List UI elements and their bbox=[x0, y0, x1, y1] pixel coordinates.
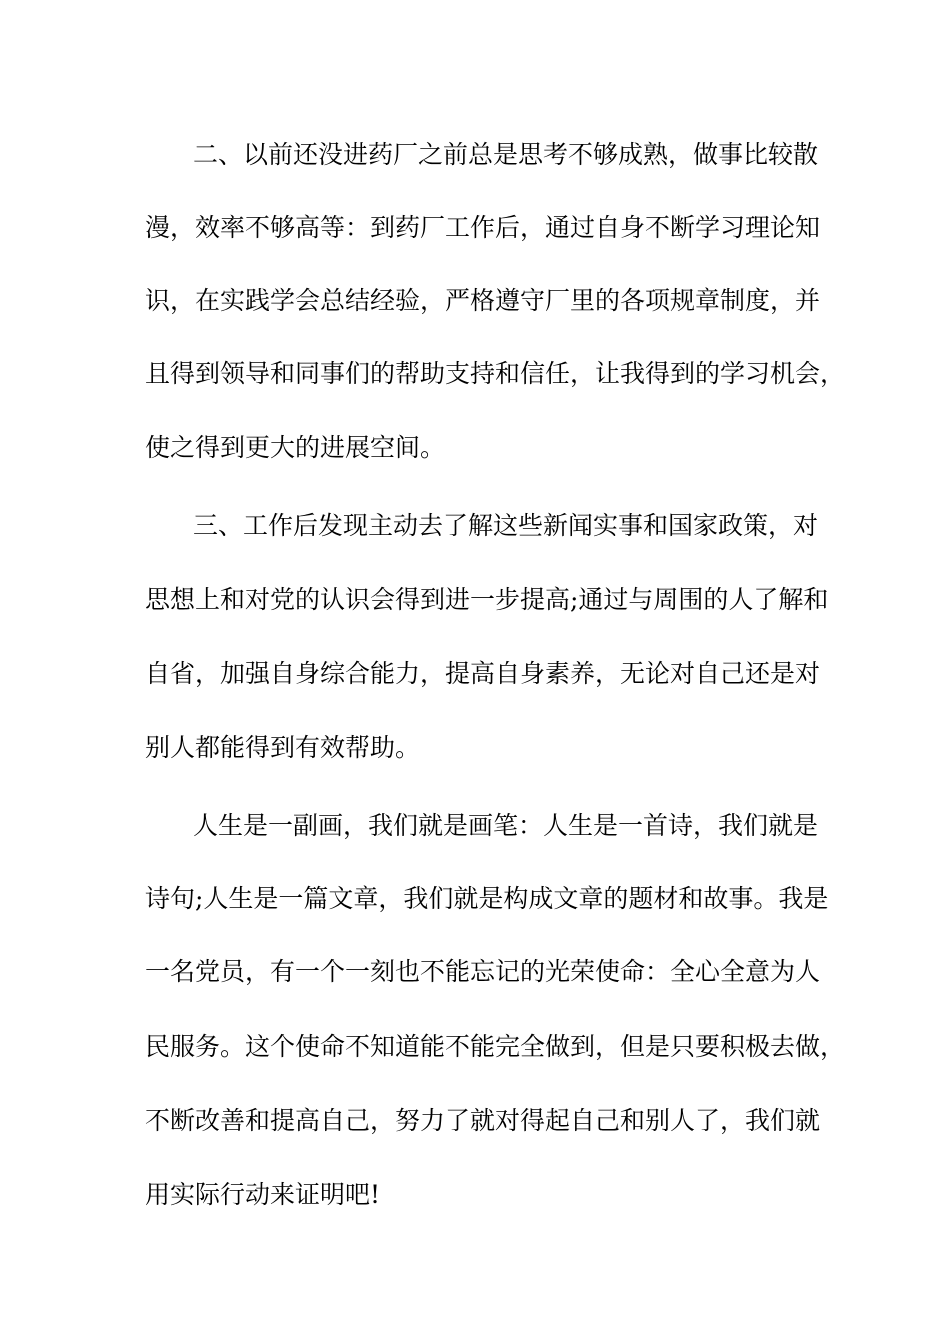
paragraph-3-line-3: 自省，加强自身综合能力，提高自身素养，无论对自己还是对 bbox=[145, 659, 821, 688]
paragraph-2-line-2: 漫，效率不够高等：到药厂工作后，通过自身不断学习理论知 bbox=[145, 213, 821, 242]
paragraph-4-line-3: 一名党员，有一个一刻也不能忘记的光荣使命：全心全意为人 bbox=[145, 957, 821, 986]
paragraph-3-line-1: 三、工作后发现主动去了解这些新闻实事和国家政策，对 bbox=[193, 511, 819, 540]
paragraph-2-line-5: 使之得到更大的进展空间。 bbox=[145, 433, 446, 462]
paragraph-2-line-1: 二、以前还没进药厂之前总是思考不够成熟，做事比较散 bbox=[193, 140, 819, 169]
paragraph-3-line-2: 思想上和对党的认识会得到进一步提高;通过与周围的人了解和 bbox=[145, 585, 829, 614]
paragraph-3-line-4: 别人都能得到有效帮助。 bbox=[145, 733, 421, 762]
paragraph-4-line-6: 用实际行动来证明吧! bbox=[145, 1180, 381, 1209]
paragraph-2-line-4: 且得到领导和同事们的帮助支持和信任，让我得到的学习机会， bbox=[145, 359, 846, 388]
paragraph-4-line-5: 不断改善和提高自己，努力了就对得起自己和别人了，我们就 bbox=[145, 1106, 821, 1135]
paragraph-4-line-1: 人生是一副画，我们就是画笔：人生是一首诗，我们就是 bbox=[193, 811, 819, 840]
paragraph-4-line-4: 民服务。这个使命不知道能不能完全做到，但是只要积极去做， bbox=[145, 1032, 846, 1061]
paragraph-2-line-3: 识，在实践学会总结经验，严格遵守厂里的各项规章制度，并 bbox=[145, 286, 821, 315]
paragraph-4-line-2: 诗句;人生是一篇文章，我们就是构成文章的题材和故事。我是 bbox=[145, 884, 829, 913]
